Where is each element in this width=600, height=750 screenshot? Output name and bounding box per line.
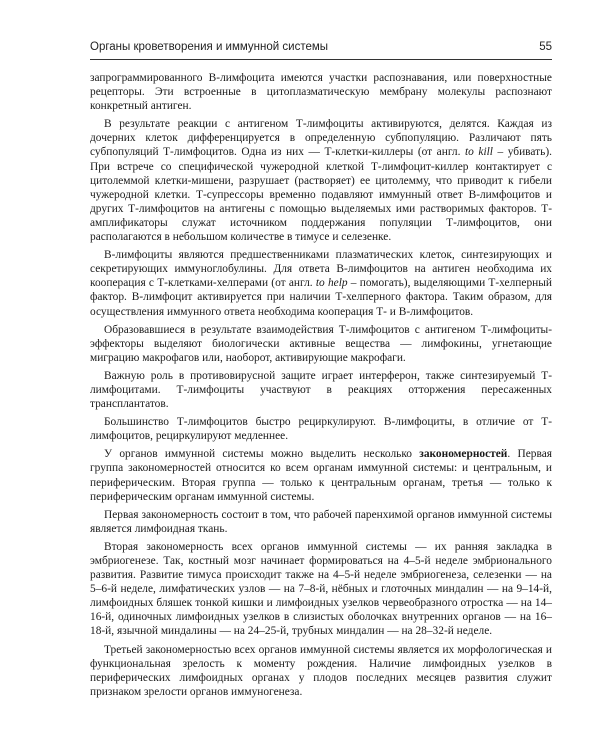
text-run: У органов иммунной системы можно выделить несколько bbox=[104, 448, 420, 461]
text-run: Большинство Т-лимфоцитов быстро рециркулируют. В-лимфоциты, в отличие от Т-лимфоцитов, рециркулируют медленнее. bbox=[90, 416, 552, 443]
body-paragraph bbox=[90, 248, 552, 318]
body-paragraph bbox=[90, 117, 552, 244]
body-paragraph bbox=[90, 415, 552, 443]
text-run: Первая закономерность состоит в том, что рабочей паренхимой органов иммунной системы является лимфоидная ткань. bbox=[90, 508, 552, 535]
page-body bbox=[90, 71, 552, 703]
page-number: 55 bbox=[539, 41, 552, 53]
body-paragraph bbox=[90, 447, 552, 503]
body-paragraph bbox=[90, 369, 552, 411]
running-header bbox=[90, 39, 552, 60]
text-run: Третьей закономерностью всех органов иммунной системы является их морфологическая и функциональная зрелость к моменту рождения. Наличие лимфоидных узелков в периферических лимфоидных органах у плодов последних месяцев развития служит признаком зрелости органов иммуногенеза. bbox=[90, 643, 552, 698]
italic-term: to help bbox=[315, 277, 348, 290]
text-run: запрограммированного В-лимфоцита имеются участки распознавания, или поверхностные рецепторы. Эти встроенные в цитоплазматическую мембрану молекулы распознают конкретный антиген. bbox=[90, 72, 552, 113]
section-title: Органы кроветворения и иммунной системы bbox=[90, 41, 329, 53]
text-run: Вторая закономерность всех органов иммунной системы — их ранняя закладка в эмбриогенезе. Так, костный мозг начинает формироваться на 4–5-й неделе эмбрионального развития. Развитие тимуса происходит также на 4–5-й неделе эмбриогенеза, селезенки — на 5–6-й неделе, лимфатических узлов — на 7–8-й, нёбных и глоточных миндалин — на 9–14-й, лимфоидных бляшек тонкой кишки и лимфоидных узелков червеобразного отростка — на 14–16-й, одиночных лимфоидных узелков в слизистых оболочках внутренних органов — на 16–18-й, язычной миндалины — на 24–25-й, трубных миндалин — на 28–32-й неделе. bbox=[90, 540, 552, 638]
bold-term: закономерностей bbox=[419, 448, 508, 461]
body-paragraph bbox=[90, 71, 552, 113]
italic-term: to kill bbox=[465, 146, 493, 159]
text-run: – убивать). При встрече со специфической чужеродной клеткой Т-лимфоцит-киллер контактирует с цитолеммой клетки-мишени, разрушает (растворяет) ее цитолемму, что приводит к гибели чужеродной клетки. Т-супрессоры временно подавляют иммунный ответ В-лимфоцитов и других Т-лимфоцитов на антигены с помощью выделяемых ими растворимых факторов. Т-амплификаторы служат источником поддержания популяции Т-лимфоцитов, они располагаются в небольшом количестве в тимусе и селезенке. bbox=[90, 146, 552, 244]
text-run: В-лимфоциты являются предшественниками плазматических клеток, синтезирующих и секретирующих иммуноглобулины. Для ответа В-лимфоцитов на антиген необходима их кооперация с Т-клетками-хелперами (от англ. bbox=[90, 249, 552, 290]
text-run: – помогать), выделяющими Т-хелперный фактор. В-лимфоцит активируется при наличии Т-хелперного фактора. Таким образом, для осуществления иммунного ответа необходима кооперация Т- и В-лимфоцитов. bbox=[90, 277, 552, 318]
text-run: Важную роль в противовирусной защите играет интерферон, также синтезируемый Т-лимфоцитами. Т-лимфоциты участвуют в реакциях отторжения пересаженных трансплантатов. bbox=[90, 369, 552, 411]
body-paragraph bbox=[90, 323, 552, 365]
body-paragraph bbox=[90, 508, 552, 536]
body-paragraph bbox=[90, 540, 552, 639]
text-run: . Первая группа закономерностей относится ко всем органам иммунной системы: и центральным, и периферическим. Вторая группа — только к центральным органам, третья — только к периферическим органам иммунной системы. bbox=[90, 448, 552, 503]
text-run: Образовавшиеся в результате взаимодействия Т-лимфоцитов с антигеном Т-лимфоциты-эффекторы выделяют биологически активные вещества — лимфокины, угнетающие миграцию макрофагов или, наоборот, активирующие макрофаги. bbox=[90, 323, 552, 364]
body-paragraph bbox=[90, 643, 552, 699]
text-run: В результате реакции с антигеном Т-лимфоциты активируются, делятся. Каждая из дочерних клеток дифференцируется в определенную субпопуляцию. Различают пять субпопуляций Т-лимфоцитов. Одна из них — Т-клетки-киллеры (от англ. bbox=[90, 118, 552, 159]
